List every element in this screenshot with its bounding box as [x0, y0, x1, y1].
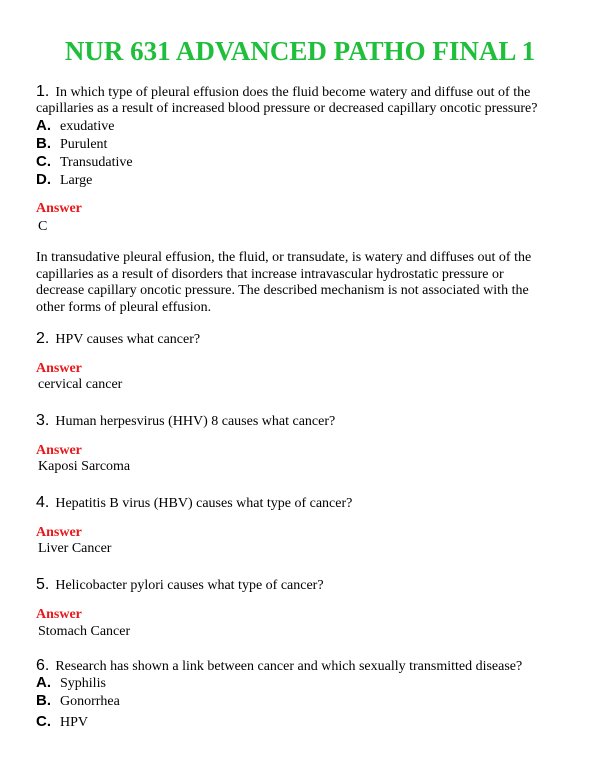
question-number: 1. [36, 83, 50, 100]
option-text: Large [60, 173, 93, 188]
question-3 [36, 413, 576, 430]
option-a [36, 674, 106, 693]
question-number: 6. [36, 657, 50, 674]
question-number: 2. [36, 330, 50, 347]
option-a [36, 117, 114, 136]
answer-value: C [38, 219, 48, 234]
option-letter: C. [36, 713, 51, 730]
explanation-paragraph: In transudative pleural effusion, the fluid, or transudate, is watery and diffuses out of the capillaries as a result of disorders that increase intravascular hydrostatic pressure or decrease capillary oncotic pressure. The described mechanism is not associated with the other forms of pleural effusion. [36, 250, 532, 315]
option-text: HPV [60, 715, 89, 730]
option-c [36, 153, 133, 172]
option-letter: B. [36, 692, 51, 709]
question-2 [36, 331, 576, 348]
option-text: Syphilis [60, 676, 106, 691]
question-5 [36, 577, 576, 594]
question-1 [36, 84, 576, 117]
answer-value: Kaposi Sarcoma [38, 459, 131, 474]
question-text: Research has shown a link between cancer and which sexually transmitted disease? [55, 659, 523, 674]
option-letter: B. [36, 135, 51, 152]
answer-label: Answer [36, 201, 82, 216]
question-6 [36, 658, 576, 675]
answer-value: cervical cancer [38, 377, 123, 392]
answer-label: Answer [36, 443, 82, 458]
option-c [36, 713, 88, 732]
option-letter: C. [36, 153, 51, 170]
question-number: 5. [36, 576, 50, 593]
option-b [36, 692, 120, 711]
option-d [36, 171, 92, 190]
document-title: NUR 631 ADVANCED PATHO FINAL 1 [64, 36, 536, 66]
option-b [36, 135, 107, 154]
question-number: 4. [36, 494, 50, 511]
answer-label: Answer [36, 607, 82, 622]
option-text: Purulent [60, 137, 108, 152]
question-text: HPV causes what cancer? [55, 332, 201, 347]
answer-label: Answer [36, 525, 82, 540]
question-text: In which type of pleural effusion does the fluid become watery and diffuse out of the capillaries as a result of increased blood pressure or decreased capillary oncotic pressure? [36, 85, 538, 116]
answer-label: Answer [36, 361, 82, 376]
question-text: Human herpesvirus (HHV) 8 causes what cancer? [55, 414, 336, 429]
option-letter: D. [36, 171, 51, 188]
option-letter: A. [36, 674, 51, 691]
answer-value: Stomach Cancer [38, 624, 131, 639]
question-4 [36, 495, 576, 512]
option-text: Gonorrhea [60, 694, 120, 709]
question-text: Hepatitis B virus (HBV) causes what type of cancer? [55, 496, 353, 511]
option-text: Transudative [60, 155, 133, 170]
question-number: 3. [36, 412, 50, 429]
option-letter: A. [36, 117, 51, 134]
option-text: exudative [60, 119, 115, 134]
question-text: Helicobacter pylori causes what type of cancer? [55, 578, 324, 593]
answer-value: Liver Cancer [38, 541, 112, 556]
